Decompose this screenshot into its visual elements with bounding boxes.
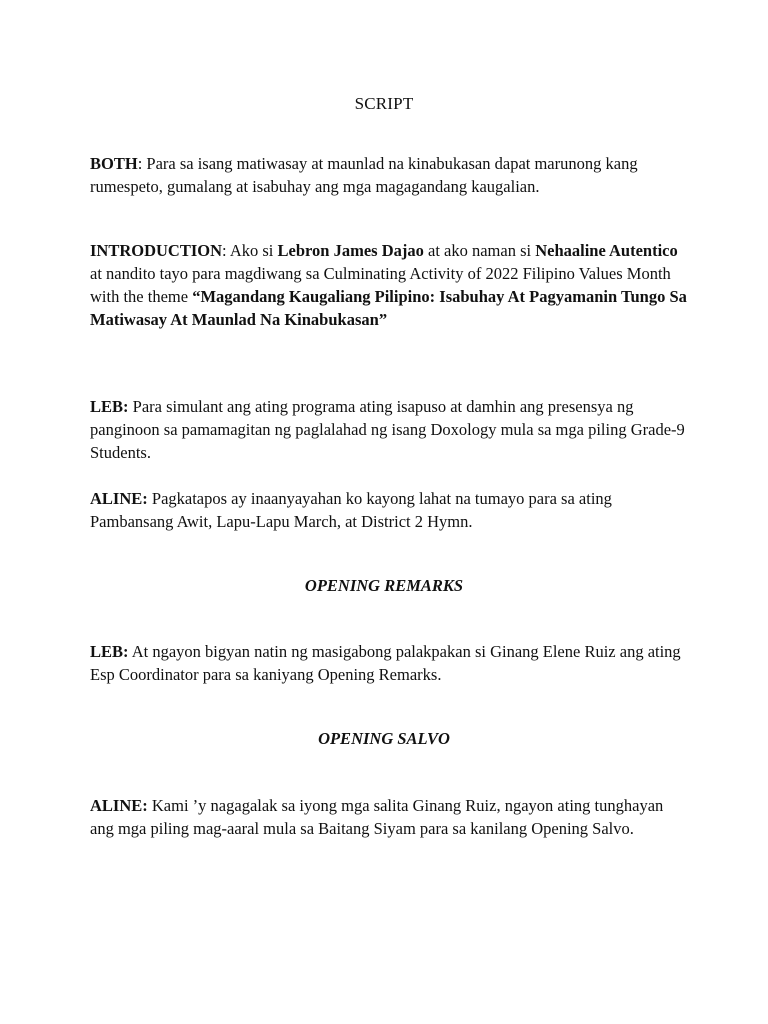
speaker-aline: ALINE: — [90, 796, 148, 815]
heading-opening-remarks: OPENING REMARKS — [304, 576, 464, 595]
aline-paragraph-1 — [90, 487, 690, 533]
leb-paragraph-2 — [90, 640, 690, 686]
aline-text-1: Pagkatapos ay inaanyayahan ko kayong lahat na tumayo para sa ating Pambansang Awit, Lapu-Lapu March, at District 2 Hymn. — [90, 489, 612, 531]
speaker-leb: LEB: — [90, 397, 129, 416]
aline-text-2: Kami ’y nagagalak sa iyong mga salita Ginang Ruiz, ngayon ating tunghayan ang mga piling mag-aaral mula sa Baitang Siyam para sa kanilang Opening Salvo. — [90, 796, 664, 838]
document-title: SCRIPT — [354, 94, 414, 113]
leb-text-2: At ngayon bigyan natin ng masigabong palakpakan si Ginang Elene Ruiz ang ating Esp Coordinator para sa kaniyang Opening Remarks. — [90, 642, 681, 684]
leb-text-1: Para simulant ang ating programa ating isapuso at damhin ang presensya ng panginoon sa pamamagitan ng paglalahad ng isang Doxology mula sa mga piling Grade-9 Students. — [90, 397, 685, 462]
intro-text-2: at ako naman si — [423, 241, 536, 260]
speaker-both: BOTH — [90, 154, 138, 173]
event-theme: “Magandang Kaugaliang Pilipino: Isabuhay At Pagyamanin Tungo Sa Matiwasay At Maunlad Na Kinabukasan” — [90, 287, 687, 329]
aline-paragraph-2 — [90, 794, 690, 840]
speaker-leb: LEB: — [90, 642, 129, 661]
speaker-aline: ALINE: — [90, 489, 148, 508]
introduction-paragraph — [90, 239, 690, 331]
speaker-introduction: INTRODUCTION — [90, 241, 223, 260]
intro-text-3: at nandito tayo para magdiwang sa Culminating Activity of 2022 Filipino Values Month with the theme — [90, 264, 671, 306]
host-name-2: Nehaaline Autentico — [535, 241, 678, 260]
host-name-1: Lebron James Dajao — [277, 241, 424, 260]
heading-opening-salvo: OPENING SALVO — [318, 729, 450, 748]
both-text: : Para sa isang matiwasay at maunlad na kinabukasan dapat marunong kang rumespeto, gumalang at isabuhay ang mga magagandang kaugalian. — [90, 154, 638, 196]
leb-paragraph-1 — [90, 395, 690, 464]
intro-text-1: : Ako si — [222, 241, 278, 260]
both-paragraph — [90, 152, 690, 198]
